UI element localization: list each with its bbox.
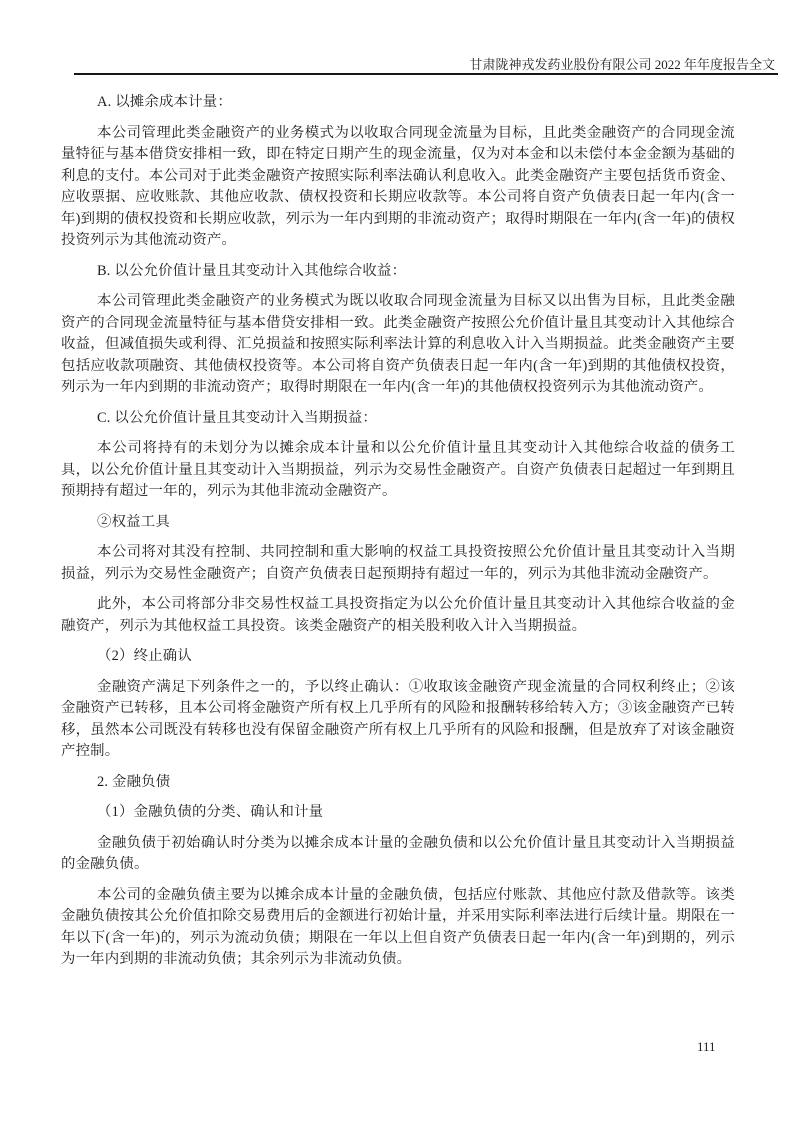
paragraph-liability-classification-1: 金融负债于初始确认时分类为以摊余成本计量的金融负债和以公允价值计量且其变动计入当期损益的金融负债。 — [61, 834, 735, 872]
section-heading-fvtpl: C. 以公允价值计量且其变动计入当期损益： — [97, 409, 378, 426]
report-body — [61, 92, 735, 971]
paragraph-fvtpl: 本公司将持有的未划分为以摊余成本计量和以公允价值计量且其变动计入其他综合收益的债务工具，以公允价值计量且其变动计入当期损益，列示为交易性金融资产。自资产负债表日起超过一年到期且预期持有超过一年的，列示为其他非流动金融资产。 — [61, 440, 735, 499]
paragraph-equity-instruments-2: 此外，本公司将部分非交易性权益工具投资指定为以公允价值计量且其变动计入其他综合收益的金融资产，列示为其他权益工具投资。该类金融资产的相关股利收入计入当期损益。 — [61, 596, 735, 634]
section-heading-amortized-cost: A. 以摊余成本计量： — [97, 94, 232, 110]
paragraph-equity-instruments-1: 本公司将对其没有控制、共同控制和重大影响的权益工具投资按照公允价值计量且其变动计入当期损益，列示为交易性金融资产；自资产负债表日起预期持有超过一年的，列示为其他非流动金融资产。 — [61, 544, 735, 582]
header-rule — [74, 73, 778, 75]
paragraph-fvoci: 本公司管理此类金融资产的业务模式为既以收取合同现金流量为目标又以出售为目标，且此类金融资产的合同现金流量特征与基本借贷安排相一致。此类金融资产按照公允价值计量且其变动计入其他综合收益，但减值损失或利得、汇兑损益和按照实际利率法计算的利息收入计入当期损益。此类金融资产主要包括应收款项融资、其他债权投资等。本公司将自资产负债表日起一年内(含一年)到期的其他债权投资，列示为一年内到期的非流动资产；取得时期限在一年内(含一年)的其他债权投资列示为其他流动资产。 — [61, 293, 735, 395]
section-heading-financial-liabilities: 2. 金融负债 — [97, 773, 171, 790]
paragraph-derecognition: 金融资产满足下列条件之一的，予以终止确认：①收取该金融资产现金流量的合同权利终止；②该金融资产已转移，且本公司将金融资产所有权上几乎所有的风险和报酬转移给转入方；③该金融资产已转移，虽然本公司既没有转移也没有保留金融资产所有权上几乎所有的风险和报酬，但是放弃了对该金融资产控制。 — [61, 678, 735, 759]
page-number: 111 — [697, 1039, 716, 1054]
paragraph-amortized-cost: 本公司管理此类金融资产的业务模式为以收取合同现金流量为目标，且此类金融资产的合同现金流量特征与基本借贷安排相一致，即在特定日期产生的现金流量，仅为对本金和以未偿付本金金额为基础的利息的支付。本公司对于此类金融资产按照实际利率法确认利息收入。此类金融资产主要包括货币资金、应收票据、应收账款、其他应收款、债权投资和长期应收款等。本公司将自资产负债表日起一年内(含一年)到期的债权投资和长期应收款，列示为一年内到期的非流动资产；取得时期限在一年内(含一年)的债权投资列示为其他流动资产。 — [61, 124, 735, 248]
section-heading-equity-instruments: ②权益工具 — [97, 513, 170, 530]
paragraph-liability-classification-2: 本公司的金融负债主要为以摊余成本计量的金融负债，包括应付账款、其他应付款及借款等。该类金融负债按其公允价值扣除交易费用后的金额进行初始计量，并采用实际利率法进行后续计量。期限在一年以下(含一年)的，列示为流动负债；期限在一年以上但自资产负债表日起一年内(含一年)到期的，列示为一年内到期的非流动负债；其余列示为非流动负债。 — [61, 886, 735, 967]
report-header-title: 甘肃陇神戎发药业股份有限公司 2022 年年度报告全文 — [469, 57, 775, 72]
section-heading-derecognition: （2）终止确认 — [97, 648, 192, 664]
section-heading-fvoci: B. 以公允价值计量且其变动计入其他综合收益： — [97, 262, 407, 279]
section-heading-liability-classification: （1）金融负债的分类、确认和计量 — [97, 804, 324, 820]
